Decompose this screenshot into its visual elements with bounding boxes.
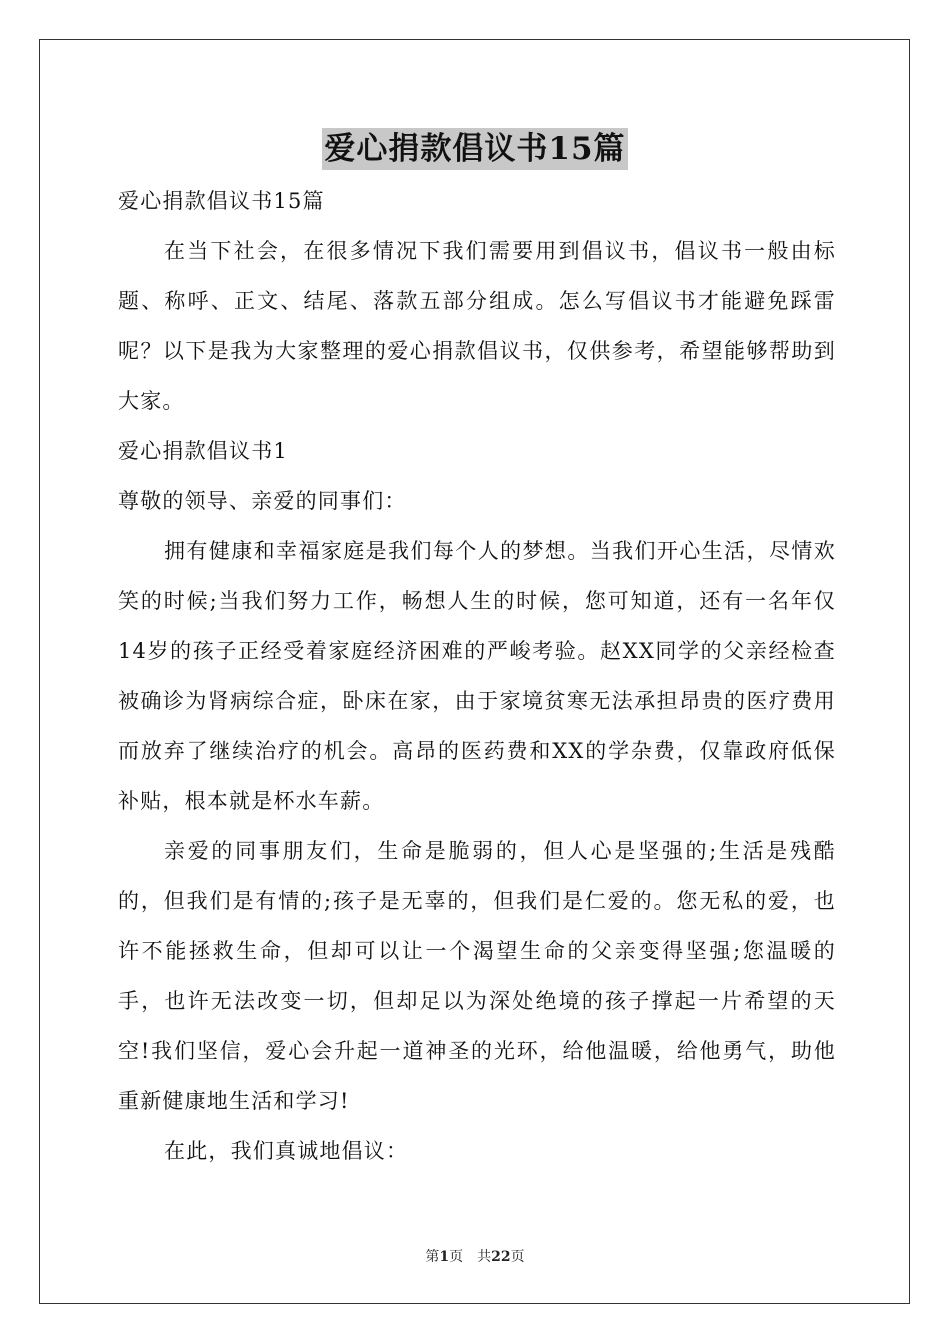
body-paragraph: 拥有健康和幸福家庭是我们每个人的梦想。当我们开心生活，尽情欢笑的时候;当我们努力工作，畅想人生的时候，您可知道，还有一名年仅14岁的孩子正经受着家庭经济困难的严峻考验。赵XX同学的父亲经检查被确诊为肾病综合症，卧床在家，由于家境贫寒无法承担昂贵的医疗费用而放弃了继续治疗的机会。高昂的医药费和XX的学杂费，仅靠政府低保补贴，根本就是杯水车薪。 [118,539,836,813]
page-suffix: 页 [510,1249,525,1265]
page-mid: 页 共 [449,1249,492,1265]
page-total: 22 [491,1249,511,1265]
document-subtitle: 爱心捐款倡议书15篇 [118,189,325,213]
document-body [118,176,836,1176]
page-prefix: 第 [425,1249,440,1265]
title-container [0,128,950,170]
document-title: 爱心捐款倡议书15篇 [322,128,627,170]
salutation: 尊敬的领导、亲爱的同事们： [118,489,407,513]
page-current: 1 [439,1249,450,1265]
section-heading: 爱心捐款倡议书1 [118,439,288,463]
body-paragraph: 在此，我们真诚地倡议： [164,1139,409,1163]
intro-paragraph: 在当下社会，在很多情况下我们需要用到倡议书，倡议书一般由标题、称呼、正文、结尾、落款五部分组成。怎么写倡议书才能避免踩雷呢？以下是我为大家整理的爱心捐款倡议书，仅供参考，希望能够帮助到大家。 [118,239,836,413]
page-footer [0,1246,950,1266]
body-paragraph: 亲爱的同事朋友们，生命是脆弱的，但人心是坚强的;生活是残酷的，但我们是有情的;孩子是无辜的，但我们是仁爱的。您无私的爱，也许不能拯救生命，但却可以让一个渴望生命的父亲变得坚强;您温暖的手，也许无法改变一切，但却足以为深处绝境的孩子撑起一片希望的天空!我们坚信，爱心会升起一道神圣的光环，给他温暖，给他勇气，助他重新健康地生活和学习! [118,839,836,1113]
